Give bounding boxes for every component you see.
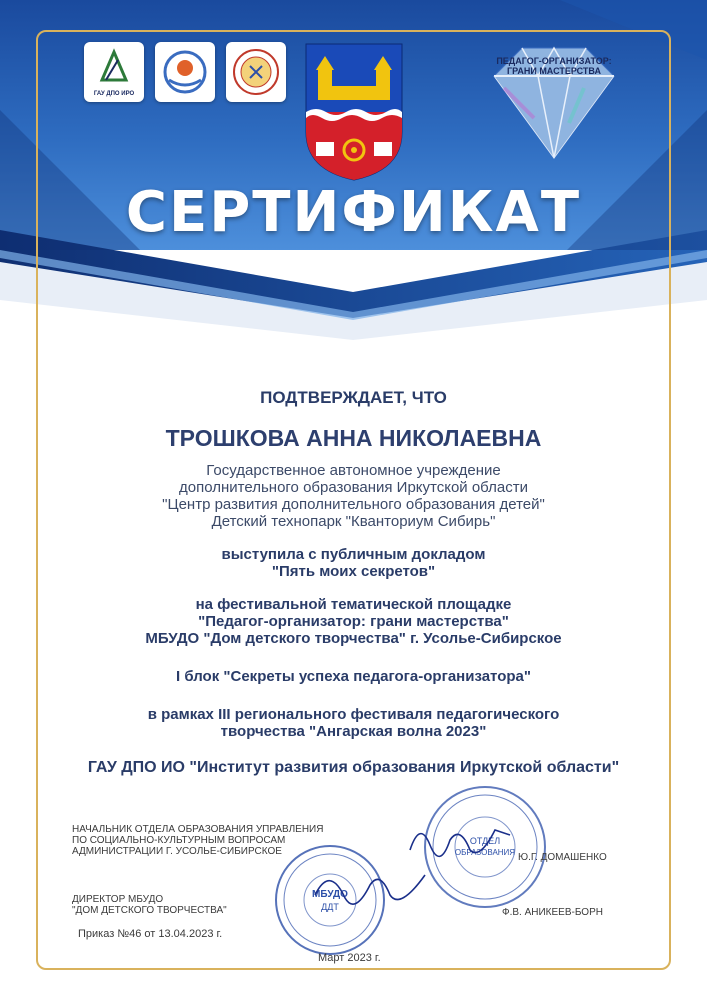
recipient-name: ТРОШКОВА АННА НИКОЛАЕВНА	[165, 425, 542, 451]
certificate-title: СЕРТИФИКАТ	[125, 180, 582, 245]
subtitle-line-2: Г.УСОЛЬЕ-СИБИРСКОЕ	[278, 262, 429, 277]
stamp1-center-line1: ОТДЕЛ	[469, 836, 501, 846]
logo-iro	[84, 42, 144, 102]
order-reference: Приказ №46 от 13.04.2023 г.	[78, 928, 223, 940]
badge-text-line2: ГРАНИ МАСТЕРСТВА	[507, 66, 601, 76]
org-line: Детский технопарк "Кванториум Сибирь"	[211, 513, 496, 530]
venue-line: "Педагог-организатор: грани мастерства"	[198, 613, 509, 630]
org-line: "Центр развития дополнительного образования детей"	[162, 496, 545, 513]
block-title: I блок "Секреты успеха педагога-организатора"	[176, 668, 531, 685]
head-title	[72, 824, 323, 857]
logo-ddt	[226, 42, 286, 102]
report-line: выступила с публичным докладом	[221, 546, 486, 563]
diamond-badge-icon	[474, 28, 634, 168]
org-line: Государственное автономное учреждение	[206, 462, 501, 479]
report-block	[50, 546, 657, 580]
confirms-text: ПОДТВЕРЖДАЕТ, ЧТО	[260, 388, 447, 407]
institute-name: ГАУ ДПО ИО "Институт развития образования Иркутской области"	[87, 759, 620, 776]
venue-line: МБУДО "Дом детского творчества" г. Усолье-Сибирское	[145, 630, 562, 647]
issue-date: Март 2023 г.	[318, 952, 381, 964]
organization-block	[50, 462, 657, 530]
head-title-line: ПО СОЦИАЛЬНО-КУЛЬТУРНЫМ ВОПРОСАМ	[72, 835, 286, 846]
festival-line: творчества "Ангарская волна 2023"	[220, 723, 487, 740]
stamp1-center-line2: ОБРАЗОВАНИЯ	[454, 848, 516, 857]
logo-ddt-icon	[226, 42, 286, 102]
head-title-line: НАЧАЛЬНИК ОТДЕЛА ОБРАЗОВАНИЯ УПРАВЛЕНИЯ	[72, 824, 324, 835]
logo-festival	[155, 42, 215, 102]
stamp2-center-line1: МБУДО	[312, 889, 348, 900]
director-name: Ф.В. АНИКЕЕВ-БОРН	[502, 907, 603, 918]
logo-festival-icon	[155, 42, 215, 102]
report-line: "Пять моих секретов"	[271, 563, 436, 580]
coat-of-arms-icon	[304, 42, 404, 182]
org-line: дополнительного образования Иркутской области	[179, 479, 528, 496]
head-title-line: АДМИНИСТРАЦИИ Г. УСОЛЬЕ-СИБИРСКОЕ	[72, 846, 282, 857]
head-name: Ю.Г. ДОМАШЕНКО	[518, 852, 607, 863]
venue-line: на фестивальной тематической площадке	[195, 596, 512, 613]
director-title	[72, 894, 227, 916]
signature-director	[310, 860, 430, 920]
subtitle-line-1: ОТДЕЛА ОБРАЗОВАНИЯ УСКВ АДМИНИСТРАЦИИ	[193, 248, 514, 263]
stamp2-center-line2: ДДТ	[321, 902, 339, 912]
logo-iro-caption: ГАУ ДПО ИРО	[93, 91, 135, 97]
venue-block	[50, 596, 657, 647]
director-title-line: ДИРЕКТОР МБУДО	[72, 894, 164, 905]
issuer-subtitle	[80, 249, 627, 277]
badge-text-line1: ПЕДАГОГ-ОРГАНИЗАТОР:	[496, 56, 612, 66]
festival-block	[50, 706, 657, 740]
festival-line: в рамках III регионального фестиваля педагогического	[147, 706, 560, 723]
director-title-line: "ДОМ ДЕТСКОГО ТВОРЧЕСТВА"	[72, 905, 227, 916]
